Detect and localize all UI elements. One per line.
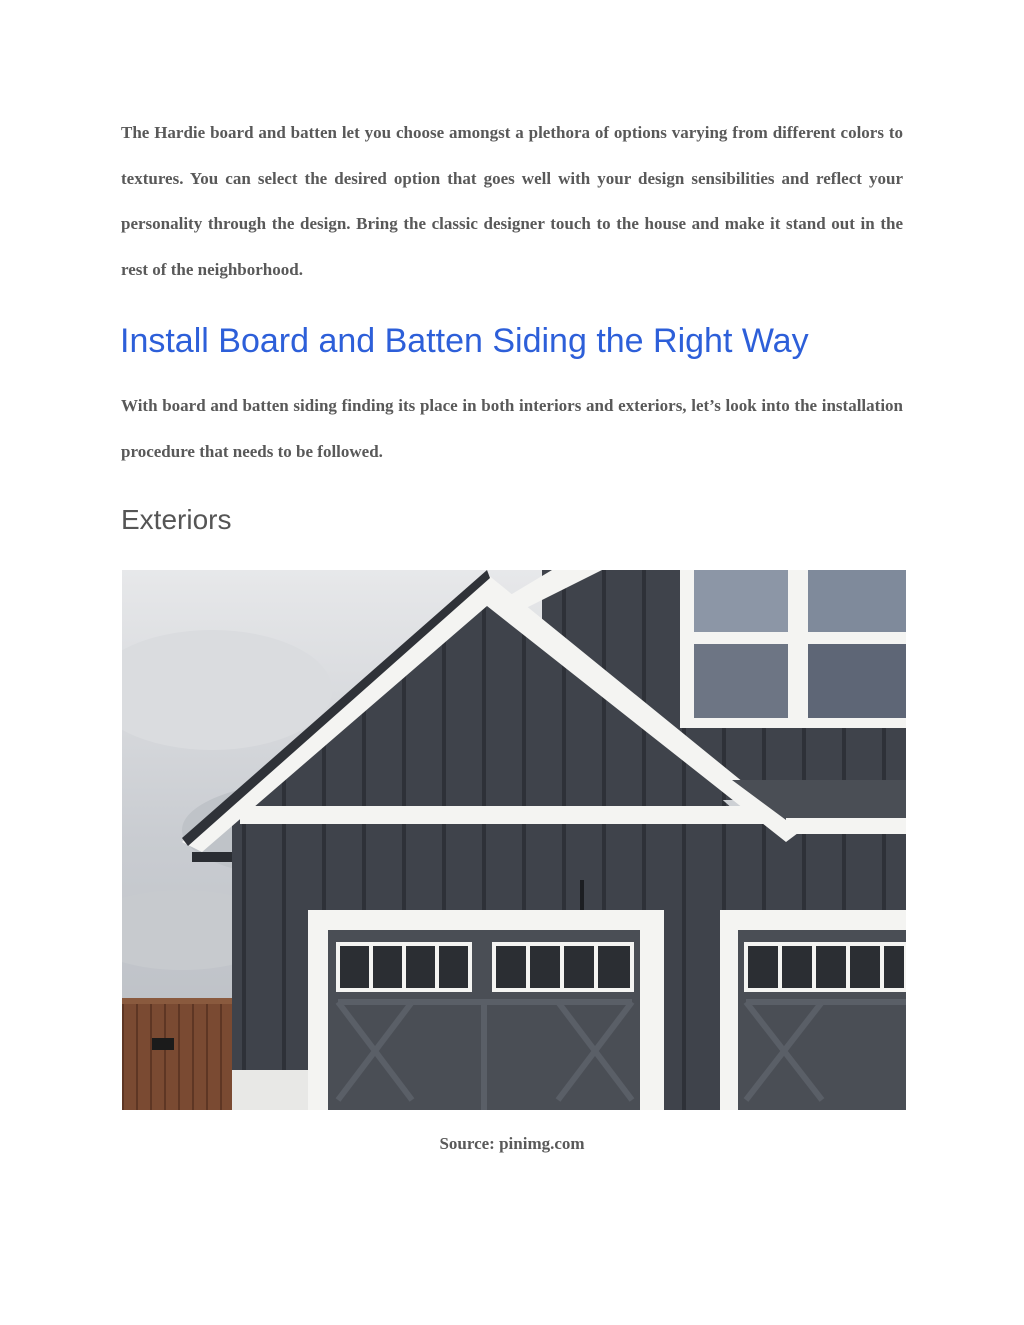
- image-caption: Source: pinimg.com: [439, 1134, 585, 1153]
- house-exterior-photo: [122, 570, 906, 1110]
- subheading-exteriors: Exteriors: [121, 504, 232, 535]
- section-heading: Install Board and Batten Siding the Right Way: [120, 322, 809, 360]
- section-paragraph: With board and batten siding finding its place in both interiors and exteriors, let’s look into the installation procedure that needs to be followed.: [121, 396, 903, 461]
- intro-paragraph: The Hardie board and batten let you choose amongst a plethora of options varying from different colors to textures. You can select the desired option that goes well with your design sensibilities and reflect your personality through the design. Bring the classic designer touch to the house and make it stand out in the rest of the neighborhood.: [121, 123, 903, 279]
